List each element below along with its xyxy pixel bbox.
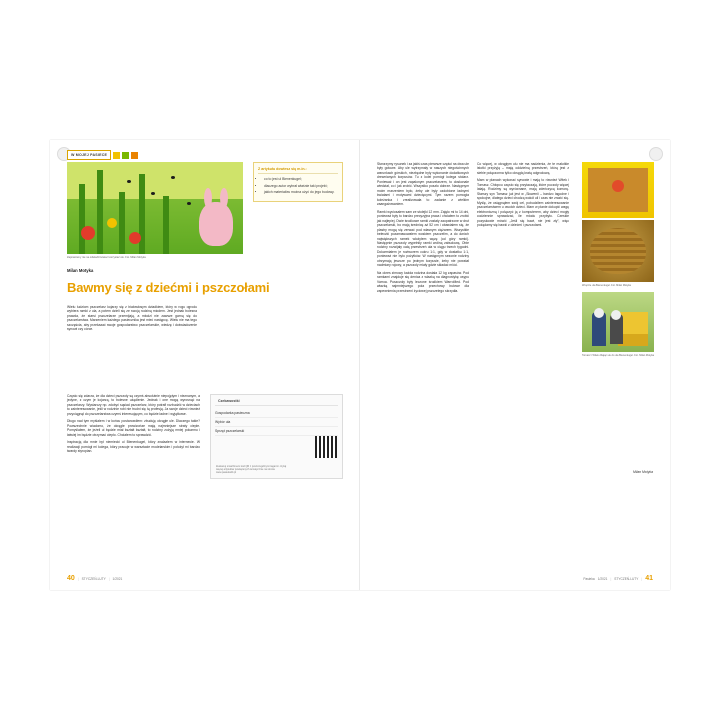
paragraph: Często się zdarza, że dla dzieci pszczoły są czymś absolutnie niepojętym i nieznanym, a jedyne, z czym je kojarzą, to bolesne użądlenie. Jednak i one mogą wyrosnąć na pszczelarzy. Wystarczy np. zdobyć sąsiad pszczelarz, który potrafi rozbudzić w dzieciach to zainteresowanie, jeśli w rodzinie robi nie trudni się tą profesją. Ja swoje dzieci również przyciągnął do pszczelarstwa czymś interesującym, co będzie ładne i wyjątkowe.: [67, 394, 200, 416]
related-topic-label: Gospodarka pasieczna: [215, 411, 250, 415]
right-body-column-a: [377, 162, 469, 296]
left-page: [50, 140, 360, 590]
author-name-bottom: Milan Motyka: [633, 470, 653, 474]
magazine-spread: [50, 140, 670, 590]
related-topic-row[interactable]: [215, 427, 338, 436]
related-topics-box: [210, 394, 343, 479]
bee-veil-icon: [594, 308, 604, 318]
callout-item: • dlaczego autor wybrał właśnie taki projekt;: [264, 184, 338, 189]
bee-icon: [127, 180, 131, 183]
right-body-column-b: [477, 162, 569, 231]
related-topics-label: Czekawostki: [218, 399, 240, 403]
hero-illustration: [67, 162, 243, 254]
qr-code-icon: [315, 436, 337, 458]
photo-honeycomb: [582, 220, 654, 282]
footer-issue: STYCZEŃ-LUTY: [614, 576, 639, 581]
paragraph: Wielu ludziom pszczelarz kojarzy się z białowłosym dziadkiem, który w rogu ogrodu wybiera ramki z ula, a potem dzieli się ze swoją rodziną miodem. Jest jednak bolesna prawda, że starsi pszczelarze przemijają, a młodzi nie zawsze garną się do pszczelarstwa. Marzeniem każdego pasiecznika jest mieć następcę. Wielu nie ma tego szczęścia, aby przekazać swoje gospodarstwo pszczelarskie, wiedzę i doświadczenie synowi czy córce.: [67, 305, 197, 332]
bee-icon: [151, 192, 155, 195]
hero-caption: Zapraszamy nie na odwiedzinowiec korzystać ule. Fot. Milan Motyka: [67, 256, 146, 259]
footer-left: [67, 575, 122, 582]
flower-red: [81, 226, 95, 240]
callout-item: • jakich materiałów można użyć do jego budowy.: [264, 190, 338, 195]
footer-issue: STYCZEŃ-LUTY: [81, 576, 106, 581]
section-tag-label: W MOJEJ PASIECE: [67, 150, 111, 160]
bee-icon: [171, 176, 175, 179]
related-topic-label: Wybór ula: [215, 420, 231, 424]
photo-caption-comb: Wnętrze ula Bienenkugel. Fot. Milan Motyka: [582, 284, 631, 287]
qr-instruction-text: Zeskanuj smartfonem kod QR z poszczególnymi tagami i czytaj więcej artykułów powiązanych tematycznie na stronie www.pasieka24.pl: [216, 464, 287, 474]
footer-divider: |: [108, 576, 110, 581]
grass-blade: [119, 192, 125, 254]
paragraph: Inspiracją dla mnie był niemiecki ul Bienenkugel, który znalazłem w internecie. W realizacji pomógł mi kolega, który pracuje w warsztacie modelarskim i położył mi bardzo twardy styropian.: [67, 440, 200, 454]
paragraph: Ramki wyciosałem sam ze stolejki 12 mm. Zajęło mi to 14 dni, poniewaź były to bardzo precyzyjna praca i chciałem to zrobić jak najlepiej. Dwie środkowe ramki zostały zaopatrzone w drut pszczelarski, bo mają średnicę aż 52 cm i obawiałem się, że plastry mogą się zerwać pod własnym ciężarem. Wszystkie bełeczki pozamawowałem woskiem pszczelim, a do dwóch największych ramek włożyłem węzę (od góry ramki). Następnie pszczoły wypełniły ramki woliną zabudową. Obie rodziny rozwijały całą przestrzeń ula w ciągu trzech tygodni. Dokarmiałem je roztworem cukru 1:1, gdy w dostatku 1:1, poniewaź nie było pożytków. W następnym sezonie rodziny otrzymają jeszcze po jednym korpusie, żeby nie powstał nadmiary rojowy, a pszczoły miały gdzie składać miód.: [377, 209, 469, 268]
tag-square-yellow-icon: [113, 152, 120, 159]
hive-entrance-marker: [612, 180, 624, 192]
footer-divider: |: [77, 576, 79, 581]
footer-right: [583, 575, 653, 582]
paragraph: Na okres zimowy każda rodzina dostała 12 kg zapasów. Pod ramkami znajduje się denica z włazką na diagnostykę osypu Varroa. Puszczoły były leczone środkiem WarroMed. Pod włazką najmniejszego pola przechowy bułowe dla zapewnienia przestrzeni życiowej pszczelego skrzydła.: [377, 270, 469, 293]
paragraph: Stworzymy rysunek i za jakiś czas pierwsze części na dwa ule były gotowe. Aby ule wytrzymały w naszych niegościnnych warunkach górskich, niezbędne były wykonanie dodatkowych drewnianych korpusów. Tu z kolei pomógł kolega stolarz. Poniewaź i on jest zapalonym pszczelarzem, to doskonale wiedział, co i jak zrobić. Wszystko poszło dobrze. Następnym moim marzeniem było, żeby ule były ozdobione ładnymi kwiatami i motywami dziecięcymi. Tym razem pomogła koleżanka i zrealizowała to zadanie z wielkim zaangażowaniem.: [377, 162, 469, 207]
comb-body: [590, 228, 646, 274]
article-headline: Bawmy się z dziećmi i pszczołami: [67, 280, 270, 295]
footer-divider: |: [610, 576, 612, 581]
flower-yellow: [107, 218, 117, 228]
related-topic-row[interactable]: [215, 409, 338, 418]
author-name-top: Milan Motyka: [67, 268, 94, 273]
grass-blade: [79, 184, 85, 254]
photo-caption-beekeepers: Tomasz i Witek dbając ule do ula Bienenkugel. Fot. Milan Motyka: [582, 354, 654, 357]
corner-mark-icon: [649, 147, 663, 161]
left-body-column-b: [67, 394, 200, 457]
photo-beekeepers: [582, 292, 654, 352]
rabbit-illustration: [199, 202, 233, 246]
related-topic-label: Sprzęt pszczelarski: [215, 429, 245, 433]
grass-blade: [97, 170, 103, 254]
photo-yellow-hive: [582, 162, 654, 218]
callout-title: Z artykułu dowiesz się m.in.:: [258, 167, 338, 174]
page-number: 40: [67, 575, 75, 582]
flower-red: [129, 232, 141, 244]
left-body-column-a: [67, 305, 197, 335]
page-number: 41: [645, 575, 653, 582]
section-tag: [67, 150, 138, 160]
callout-list: [258, 177, 338, 195]
grass-blade: [139, 174, 145, 254]
paragraph: Mam w planach wykonać synowie i mają to również Witek i Tomasz. Chłopcu często się przytaczają, które puczoły więcej latają. Rodzimy są wyrównane, mają zdeńczycą komorę. Starszy syn Tomasz już jest w „Słowenii – bardzo łagodne i spokojne, dlatego dzieci chodzą wokół uli i czas nie zrazić się. Myślę, że osiągnąłem swój cel, pobudziłem zainteresowanie pszczelarstwem u owoich dzieci. Mam w planie dokupić wagę elektroniczną i połączyć ją z komputerem, aby dzieci mogły codziennie sprawdzać, ile miodu przybyło. Czeskie pozyskowie mówić „Jeśli się bawi, nie jest zły”, więc pożądamy się bawić z dziećmi i pszczołami.: [477, 178, 569, 228]
footer-divider: |: [641, 576, 643, 581]
hero-sky: [67, 162, 243, 199]
footer-brand: Pasieka: [583, 576, 595, 581]
grass-blade: [163, 196, 169, 254]
bee-icon: [187, 202, 191, 205]
callout-item: • co to jest ul Bienenkugel;: [264, 177, 338, 182]
related-topic-row[interactable]: [215, 418, 338, 427]
right-page: [360, 140, 670, 590]
callout-box: [253, 162, 343, 202]
related-topics-title: [215, 399, 338, 406]
footer-year: 1/2021: [597, 576, 608, 581]
footer-year: 1/2021: [112, 576, 123, 581]
tag-square-orange-icon: [131, 152, 138, 159]
tag-square-green-icon: [122, 152, 129, 159]
paragraph: Co więcej, w okrągłym ulu nie ma nadzienia, że te małutkie istotki przyżyją – mają oddzielną przestrzeń, którą jest z siebie połączonna tylko okrągłą kratą odgrodową.: [477, 162, 569, 175]
paragraph: Długo nad tym myślałem i w końcu postanowiłem: zbuduję okrągłe ule. Dlaczego takie? Powszechnie wiadomo, że okrągłe prowizoriae mają najmniejsze straty ciepłe. Pomyślałem, że jeżeli ul będzie miał kształt kształt, to rodziny zużyją mniej pokarmu i łatwiej im będzie otrzymać ciepło. Chciałem to sprawdzić.: [67, 419, 200, 437]
bee-veil-icon: [611, 310, 621, 320]
